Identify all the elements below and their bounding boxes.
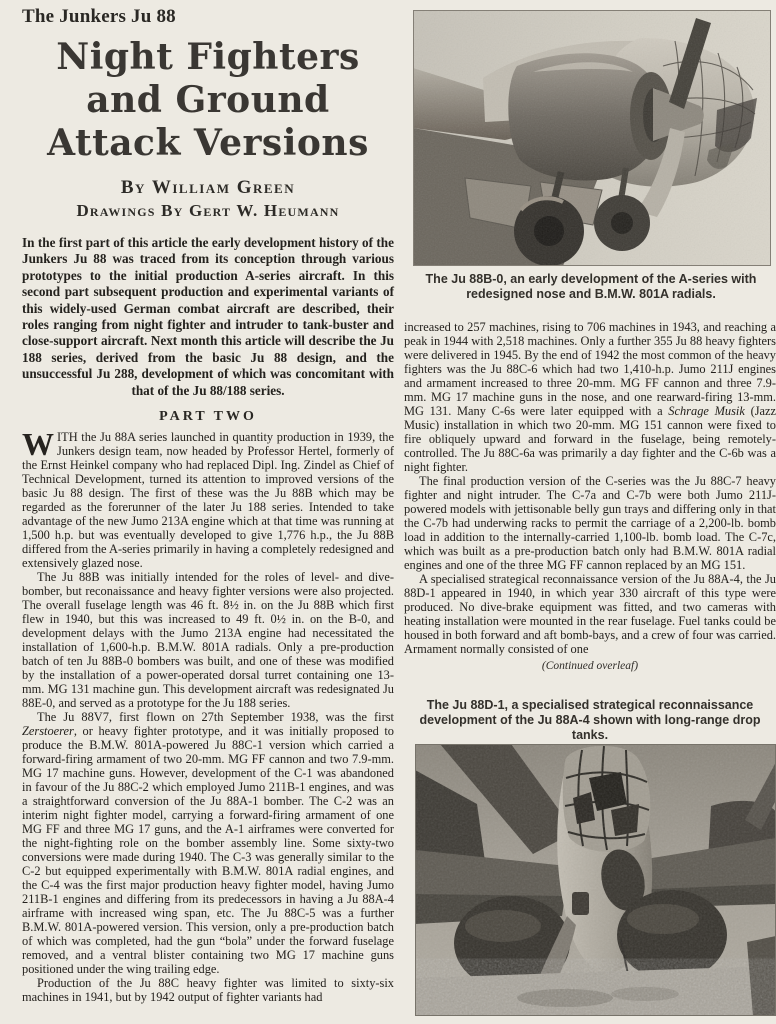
paragraph-5-italic: Schrage Musik (668, 404, 745, 418)
drawings-credit: Drawings By Gert W. Heumann (76, 201, 340, 220)
photo-ju88b0-illustration (413, 10, 771, 266)
intro-paragraph: In the first part of this article the early development history of the Junkers Ju 88 was traced from its conception through various prototypes to the initial production A-series aircraft. In this second part subsequent production and experimental variants of this widely-used German combat aircraft are described, their roles ranging from night fighter and intruder to tank-buster and close-support aircraft. Next month this article will describe the Ju 188 series, derived from the basic Ju 88 design, and the unsuccessful Ju 288, development of which was concomitant with that of the Ju 88/188 series. (22, 235, 394, 398)
paragraph-5-lead: increased to 257 machines, rising to 706 machines in 1943, and reaching a peak in 1944 with 2,518 machines. Only a further 355 Ju 88 heavy fighters were delivered in 1945. By the end of 1942 the most common of the heavy fighters was the Ju 88C-6 which had two 1,410-h.p. Jumo 211J engines and armament increased to three 20-mm. MG FF cannon and three 7.9-mm. MG 17 machine guns in the nose, and one rearward-firing 13-mm. MG 131. Many C-6s were later equipped with a (404, 320, 776, 418)
title-line-3: Attack Versions (47, 122, 369, 164)
paragraph-1-text: ITH the Ju 88A series launched in quantity production in 1939, the Junkers design team, now headed by Professor Hertel, formerly of the Ernst Heinkel company who had replaced Dipl. Ing. Zindel as Chief of Technical Development, turned its attention to improved versions of the basic Ju 88 design. The first of these was the Ju 88B which may be regarded as the forerunner of the later Ju 188 series. Intended to take advantage of the new Jumo 213A engine which at that time was running at 1,500 h.p. but was eventually developed to give 1,776 h.p., the Ju 88B differed from the A-series primarily in having a completely redesigned and extensively glazed nose. (22, 430, 394, 571)
continued-note: (Continued overleaf) (541, 660, 639, 672)
paragraph-3 (22, 710, 394, 976)
author-byline: By William Green (120, 177, 296, 198)
left-column-text (22, 426, 394, 1005)
part-heading: PART TWO (159, 409, 257, 425)
photo-ju88d1-front (415, 744, 776, 1016)
photo-ju88d1-illustration (415, 744, 776, 1016)
photo2-caption: The Ju 88D-1, a specialised strategical reconnaissance development of the Ju 88A-4 shown with long-range drop tanks. (419, 698, 761, 742)
paragraph-4: Production of the Ju 88C heavy fighter was limited to sixty-six machines in 1941, but by 1942 output of fighter variants had (22, 976, 394, 1005)
paragraph-5 (404, 320, 776, 474)
article-title (22, 36, 394, 165)
paragraph-3-lead: The Ju 88V7, first flown on 27th September 1938, was the first (37, 710, 394, 725)
title-line-1: Night Fighters (56, 36, 360, 78)
paragraph-1 (22, 426, 394, 571)
paragraph-6: The final production version of the C-series was the Ju 88C-7 heavy fighter and night intruder. The C-7a and C-7b were both Jumo 211J-powered models with jettisonable belly gun trays and differing only in that the C-7b had underwing racks to permit the carriage of a 2,200-lb. bomb load in addition to the internally-carried 1,100-lb. bomb load. The C-7c, which was built as a pre-production batch only had B.M.W. 801A radial engines and one of the three MG FF cannon replaced by an MG 151. (404, 474, 776, 572)
title-line-2: and Ground (86, 79, 330, 121)
photo1-caption: The Ju 88B-0, an early development of the A-series with redesigned nose and B.M.W. 801A radials. (425, 272, 757, 301)
paragraph-3-tail: , or heavy fighter prototype, and it was initially proposed to produce the B.M.W. 801A-powered Ju 88C-1 version which carried a forward-firing armament of two 20-mm. MG FF cannon and two 7.9-mm. MG 17 machine guns. However, development of the C-1 was abandoned in favour of the Ju 88C-2 which employed Jumo 211B-1 engines, and was a straightforward conversion of the Ju 88A-1 bomber. The C-2 was an interim night fighter model, carrying a forward-firing armament of one MG FF and three MG 17 guns, and the A-1 airframes were converted for the night-fighting role on the bomber assembly line. Some sixty-two conversions were made during 1940. The C-3 was generally similar to the C-2 but equipped experimentally with B.M.W. 801A radial engines, and the C-4 was the first major production heavy fighter model, having Jumo 211B-1 engines and differing from its predecessors in having a Ju 88A-4 airframe with increased wing span, etc. The Ju 88C-5 was a further B.M.W. 801A-powered version. This version, only a pre-production batch of which was completed, had the gun “bola” under the forward fuselage removed, and a ventral blister containing two MG 17 machine guns positioned under the wing trailing edge. (22, 724, 394, 977)
left-column (22, 6, 394, 1004)
article-kicker: The Junkers Ju 88 (22, 6, 176, 27)
paragraph-5-tail: (Jazz Music) installation in which two 20-mm. MG 151 cannon were fixed to fire obliquely upward and forward in the fuselage, being remotely-controlled. The Ju 88C-6a was primarily a day fighter and the C-6b was a night fighter. (404, 404, 776, 474)
right-column-text (404, 320, 776, 673)
paragraph-3-italic: Zerstoerer (22, 724, 74, 739)
paragraph-7: A specialised strategical reconnaissance version of the Ju 88A-4, the Ju 88D-1 appeared in 1940, in which year 330 aircraft of this type were produced. No dive-brake equipment was fitted, and two cameras with heating installation were mounted in the rear fuselage. Fuel tanks could be housed in both forward and aft bomb-bays, and a crew of four was carried. Armament normally consisted of one (404, 572, 776, 656)
drop-cap: W (22, 426, 54, 463)
paragraph-2: The Ju 88B was initially intended for the roles of level- and dive-bomber, but reconaissance and heavy fighter versions were also projected. The overall fuselage length was 46 ft. 8½ in. on the Ju 88B which first flew in 1940, but this was increased to 49 ft. 0½ in. on the B-0, and development delays with the Jumo 213A engine had necessitated the installation of 1,600-h.p. B.M.W. 801A radials. Only a pre-production batch of ten Ju 88B-0 bombers was built, and one of these was modified by the installation of a power-operated dorsal turret containing one 13-mm. MG 131 machine gun. This development aircraft was redesignated Ju 88E-0, and served as a prototype for the Ju 188 series. (22, 570, 394, 711)
photo-ju88b0-nose (413, 10, 771, 266)
